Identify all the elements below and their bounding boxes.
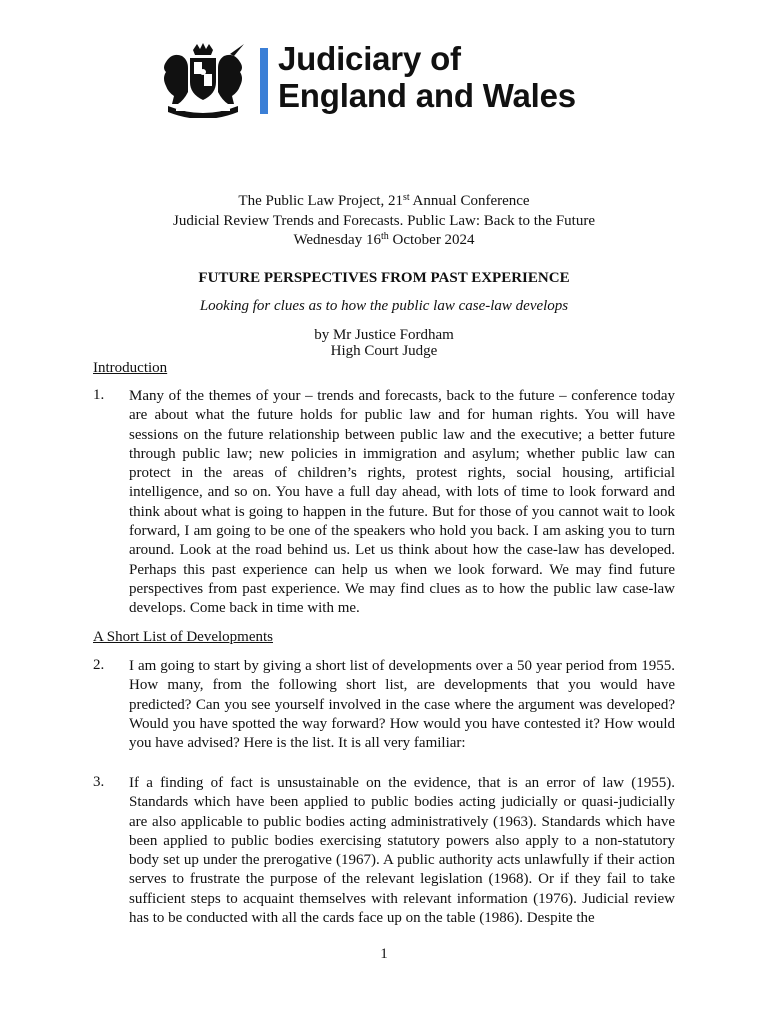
paragraph-number: 3.	[93, 774, 105, 790]
paragraph-text: If a finding of fact is unsustainable on the evidence, that is an error of law (1955). Standards which have been applied to public bodies acting judicially or quasi-judicially are also applicable to public bodies acting administratively (1963). Standards which have been applied to public bodies exercising statutory powers also apply to a non-statutory body set up under the prerogative (1967). A public authority acts unlawfully if their action serves to frustrate the purpose of the relevant legislation (1968). Or if they fail to take sufficient steps to acquaint themselves with relevant information (1976). Judicial review has to be conducted with all the cards face up on the table (1986). Despite the	[129, 775, 675, 927]
event-line-3: Wednesday 16th October 2024	[293, 231, 475, 248]
logo-accent-bar	[260, 48, 268, 114]
logo-line-2: England and Wales	[278, 77, 576, 114]
paragraph-text: Many of the themes of your – trends and forecasts, back to the future – conference today are about what the future holds for public law and for human rights. You will have sessions on the future relationship between public law and the executive; a better future through public law; new policies in immigration and asylum; whether public law can protect in the areas of children’s rights, protest rights, social housing, artificial intelligence, and so on. You have a full day ahead, with lots of time to look forward and think about what is going to happen in the future. But for those of you cannot wait to look forward, I am going to be one of the speakers who hold you back. I am asking you to turn around. Look at the road behind us. Let us think about how the case-law has developed. Perhaps this past experience can help us when we look forward. We may find future perspectives from past experience. We may find clues as to how the public law case-law develops. Come back in time with me.	[129, 388, 675, 617]
logo-wordmark	[278, 40, 576, 114]
author-name: by Mr Justice Fordham	[314, 327, 454, 343]
author-byline	[0, 327, 768, 359]
document-subtitle: Looking for clues as to how the public law case-law develops	[199, 298, 569, 314]
event-info	[0, 192, 768, 251]
royal-coat-of-arms-icon	[158, 42, 248, 118]
logo-line-1: Judiciary of	[278, 40, 461, 77]
paragraph-number: 1.	[93, 387, 105, 403]
section-heading-short-list: A Short List of Developments	[93, 629, 273, 645]
page-number: 1	[380, 946, 388, 962]
event-line-1: The Public Law Project, 21st Annual Conference	[238, 192, 530, 209]
paragraph-text: I am going to start by giving a short list of developments over a 50 year period from 1955. How many, from the following short list, are developments that you would have predicted? Can you see yourself involved in the case where the argument was developed? Would you have spotted the way forward? How would you have contested it? How would you have advised? Here is the list. It is all very familiar:	[129, 658, 675, 752]
header-logo	[158, 38, 618, 124]
paragraph-1	[93, 387, 675, 619]
paragraph-2	[93, 657, 675, 753]
section-heading-introduction: Introduction	[93, 360, 168, 376]
document-title: FUTURE PERSPECTIVES FROM PAST EXPERIENCE	[198, 270, 570, 286]
paragraph-number: 2.	[93, 657, 105, 673]
author-role: High Court Judge	[330, 343, 438, 359]
event-line-2: Judicial Review Trends and Forecasts. Public Law: Back to the Future	[172, 212, 596, 229]
paragraph-3	[93, 774, 675, 928]
